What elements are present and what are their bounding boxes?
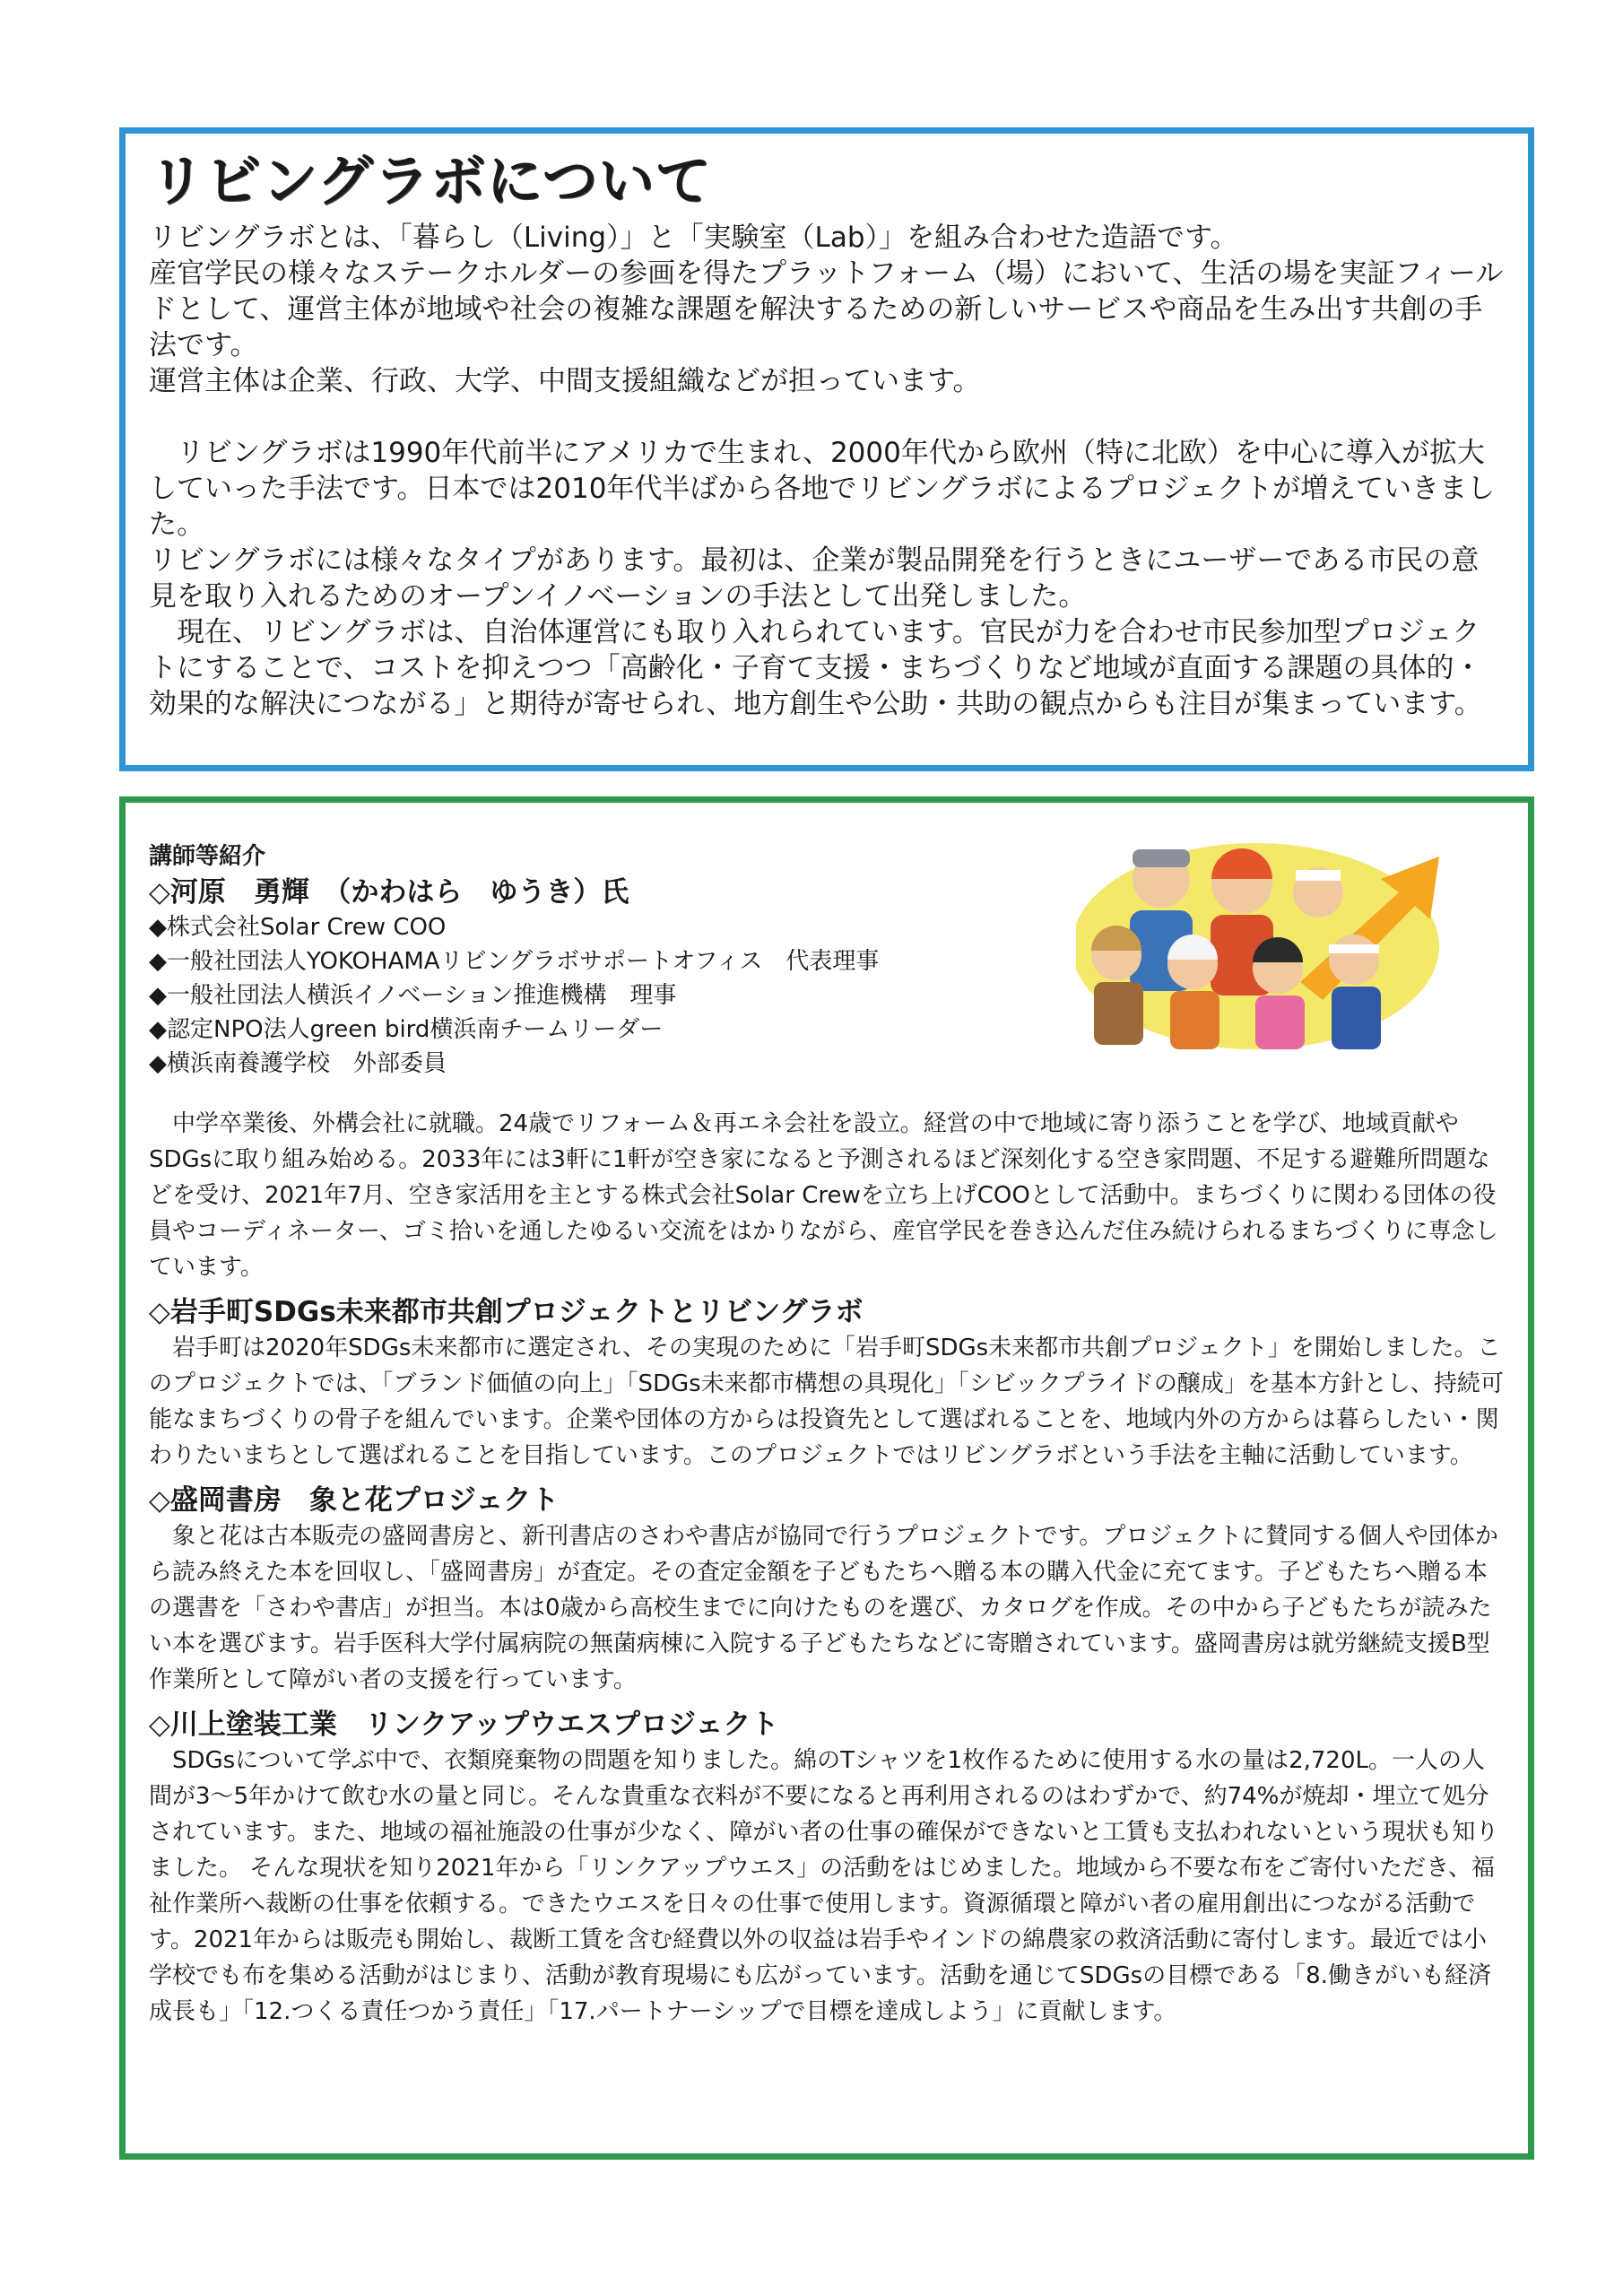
group-of-workers-illustration [1076, 830, 1453, 1054]
about-paragraph: リビングラボは1990年代前半にアメリカで生まれ、2000年代から欧州（特に北欧）を中心に導入が拡大していった手法です。日本では2010年代半ばから各地でリビングラボによるプロジェクトが増えていきました。 [149, 437, 1496, 541]
project-heading: ◇岩手町SDGs未来都市共創プロジェクトとリビングラボ [149, 1296, 864, 1328]
role-item: ◆一般社団法人横浜イノベーション推進機構 理事 [149, 982, 677, 1009]
speaker-bio: 中学卒業後、外構会社に就職。24歳でリフォーム＆再エネ会社を設立。経営の中で地域に寄り添うことを学び、地域貢献やSDGsに取り組み始める。2033年には3軒に1軒が空き家になると予測されるほど深刻化する空き家問題、不足する避難所問題などを受け、2021年7月、空き家活用を主とする株式会社Solar Crewを立ち上げCOOとして活動中。まちづくりに関わる団体の役員やコーディネーター、ゴミ拾いを通したゆるい交流をはかりながら、産官学民を巻き込んだ住み続けられるまちづくりに専念しています。 [149, 1110, 1498, 1281]
speaker-name: ◇河原 勇輝 （かわはら ゆうき）氏 [149, 876, 629, 909]
project-text: 象と花は古本販売の盛岡書房と、新刊書店のさわや書店が協同で行うプロジェクトです。プロジェクトに賛同する個人や団体から読み終えた本を回収し、「盛岡書房」が査定。その査定金額を子どもたちへ贈る本の購入代金に充てます。子どもたちへ贈る本の選書を「さわや書店」が担当。本は0歳から高校生までに向けたものを選び、カタログを作成。その中から子どもたちが読みたい本を選びます。岩手医科大学付属病院の無菌病棟に入院する子どもたちなどに寄贈されています。盛岡書房は就労継続支援B型作業所として障がい者の支援を行っています。 [149, 1523, 1498, 1693]
about-paragraph: 産官学民の様々なステークホルダーの参画を得たプラットフォーム（場）において、生活の場を実証フィールドとして、運営主体が地域や社会の複雑な課題を解決するための新しいサービスや商品を生み出す共創の手法です。 [149, 257, 1504, 361]
instructors-label: 講師等紹介 [149, 843, 266, 870]
project-heading: ◇川上塗装工業 リンクアップウエスプロジェクト [149, 1709, 779, 1741]
project-heading: ◇盛岡書房 象と花プロジェクト [149, 1484, 560, 1517]
about-paragraph: リビングラボには様々なタイプがあります。最初は、企業が製品開発を行うときにユーザーである市民の意見を取り入れるためのオープンイノベーションの手法として出発しました。 [149, 544, 1480, 613]
role-item: ◆認定NPO法人green bird横浜南チームリーダー [149, 1016, 664, 1043]
project-text: SDGsについて学ぶ中で、衣類廃棄物の問題を知りました。綿のTシャツを1枚作るために使用する水の量は2,720L。一人の人間が3～5年かけて飲む水の量と同じ。そんな貴重な衣料が不要になると再利用されるのはわずかで、約74%が焼却・埋立て処分されています。また、地域の福祉施設の仕事が少なく、障がい者の仕事の確保ができないと工賃も支払われないという現状も知りました。 そんな現状を知り2021年から「リンクアップウエス」の活動をはじめました。地域から不要な布をご寄付いただき、福祉作業所へ裁断の仕事を依頼する。できたウエスを日々の仕事で使用します。資源循環と障がい者の雇用創出につながる活動です。2021年からは販売も開始し、裁断工賃を含む経費以外の収益は岩手やインドの綿農家の救済活動に寄付します。最近では小学校でも布を集める活動がはじまり、活動が教育現場にも広がっています。活動を通じてSDGsの目標である「8.働きがいも経済成長も」「12.つくる責任つかう責任」「17.パートナーシップで目標を達成しよう」に貢献します。 [149, 1747, 1499, 2025]
instructors-section [119, 796, 1534, 2160]
about-paragraph: 現在、リビングラボは、自治体運営にも取り入れられています。官民が力を合わせ市民参加型プロジェクトにすることで、コストを抑えつつ「高齢化・子育て支援・まちづくりなど地域が直面する課題の具体的・効果的な解決につながる」と期待が寄せられ、地方創生や公助・共助の観点からも注目が集まっています。 [149, 616, 1482, 720]
about-paragraph: リビングラボとは、「暮らし（Living）」と「実験室（Lab）」を組み合わせた造語です。 [149, 222, 1238, 254]
about-section [119, 127, 1534, 771]
about-title: リビングラボについて [149, 148, 712, 213]
project-text: 岩手町は2020年SDGs未来都市に選定され、その実現のために「岩手町SDGs未来都市共創プロジェクト」を開始しました。このプロジェクトでは、「ブランド価値の向上」「SDGs未来都市構想の具現化」「シビックプライドの醸成」を基本方針とし、持続可能なまちづくりの骨子を組んでいます。企業や団体の方からは投資先として選ばれることを、地域内外の方からは暮らしたい・関わりたいまちとして選ばれることを目指しています。このプロジェクトではリビングラボという手法を主軸に活動しています。 [149, 1335, 1504, 1469]
about-paragraph: 運営主体は企業、行政、大学、中間支援組織などが担っています。 [149, 365, 981, 397]
role-item: ◆株式会社Solar Crew COO [149, 914, 447, 941]
role-item: ◆横浜南養護学校 外部委員 [149, 1050, 447, 1077]
role-item: ◆一般社団法人YOKOHAMAリビングラボサポートオフィス 代表理事 [149, 948, 880, 975]
about-body [149, 220, 1505, 722]
